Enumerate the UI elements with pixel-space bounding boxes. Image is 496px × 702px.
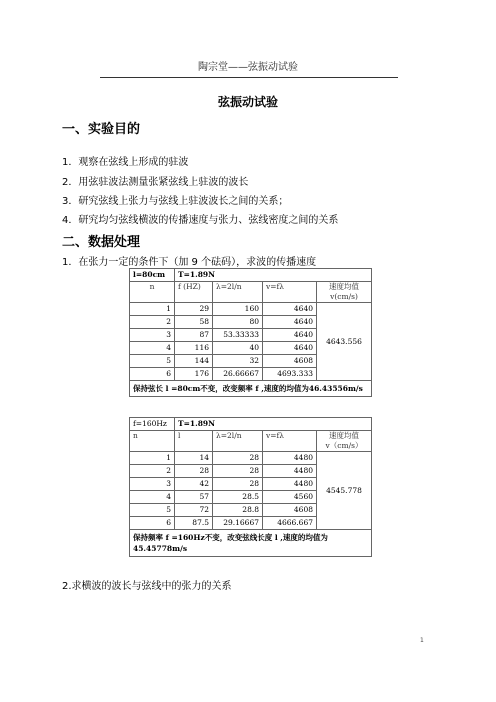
cell: 6 [130, 517, 175, 530]
column-header: n [130, 431, 175, 452]
cell: 28 [213, 478, 263, 491]
column-header: l [175, 431, 213, 452]
cell: 144 [175, 355, 213, 368]
cell: 80 [213, 316, 263, 329]
cell: 72 [175, 504, 213, 517]
table-row [130, 452, 372, 465]
cell: 4640 [263, 316, 317, 329]
table-note: 保持弦长 l =80cm不变，改变频率 f ,速度的均值为46.43556m/s [130, 381, 372, 397]
cell: 3 [130, 478, 175, 491]
cell: 4480 [263, 465, 317, 478]
cell: 42 [175, 478, 213, 491]
cell: 2 [130, 465, 175, 478]
condition-tension: T=1.89N [175, 418, 372, 431]
cell: 57 [175, 491, 213, 504]
data-item-intro: 1．在张力一定的条件下（加 9 个砝码），求波的传播速度 [62, 257, 317, 268]
column-header: f (HZ) [175, 282, 213, 303]
section-heading-purpose: 一、实验目的 [62, 122, 141, 137]
column-header: v=fλ [263, 431, 317, 452]
cell: 4608 [263, 355, 317, 368]
column-header: n [130, 282, 175, 303]
cell: 4608 [263, 504, 317, 517]
column-header-mean [317, 431, 372, 452]
cell: 4693.333 [263, 368, 317, 381]
table-row [130, 303, 372, 316]
cell: 4560 [263, 491, 317, 504]
cell: 58 [175, 316, 213, 329]
condition-tension: T=1.89N [175, 269, 372, 282]
cell: 28.5 [213, 491, 263, 504]
column-header-mean [317, 282, 372, 303]
cell: 4480 [263, 452, 317, 465]
condition-length: l=80cm [130, 269, 175, 282]
condition-frequency: f=160Hz [130, 418, 175, 431]
cell: 28 [175, 465, 213, 478]
cell: 176 [175, 368, 213, 381]
mean-value: 4545.778 [317, 452, 372, 530]
cell: 28 [213, 465, 263, 478]
cell: 32 [213, 355, 263, 368]
cell: 1 [130, 452, 175, 465]
mean-value: 4643.556 [317, 303, 372, 381]
purpose-item: 3．研究弦线上张力与弦线上驻波波长之间的关系； [62, 196, 289, 207]
cell: 26.66667 [213, 368, 263, 381]
cell: 29.16667 [213, 517, 263, 530]
cell: 2 [130, 316, 175, 329]
table-note: 保持频率 f =160Hz不变，改变弦线长度 l ,速度的均值为45.45778m/s [130, 530, 372, 557]
cell: 14 [175, 452, 213, 465]
cell: 87 [175, 329, 213, 342]
cell: 160 [213, 303, 263, 316]
purpose-item: 1．观察在弦线上形成的驻波 [62, 157, 189, 168]
column-header: λ=2l/n [213, 431, 263, 452]
column-header: λ=2l/n [213, 282, 263, 303]
cell: 3 [130, 329, 175, 342]
section-heading-data: 二、数据处理 [62, 235, 141, 250]
cell: 4666.667 [263, 517, 317, 530]
cell: 28 [213, 452, 263, 465]
mean-unit: v（cm/s） [325, 441, 363, 450]
cell: 4 [130, 491, 175, 504]
cell: 4640 [263, 342, 317, 355]
cell: 29 [175, 303, 213, 316]
document-title: 弦振动试验 [217, 95, 278, 109]
cell: 6 [130, 368, 175, 381]
data-item-2: 2.求横波的波长与弦线中的张力的关系 [62, 581, 232, 592]
cell: 5 [130, 504, 175, 517]
mean-unit: v(cm/s) [330, 292, 358, 301]
cell: 5 [130, 355, 175, 368]
cell: 4640 [263, 303, 317, 316]
data-table-length [129, 417, 372, 557]
purpose-item: 2．用弦驻波法测量张紧弦线上驻波的波长 [62, 177, 249, 188]
cell: 4640 [263, 329, 317, 342]
cell: 1 [130, 303, 175, 316]
cell: 116 [175, 342, 213, 355]
mean-label: 速度均值 [329, 431, 359, 440]
cell: 4480 [263, 478, 317, 491]
cell: 40 [213, 342, 263, 355]
cell: 87.5 [175, 517, 213, 530]
page-header: 陶宗堂——弦振动试验 [198, 62, 298, 73]
mean-label: 速度均值 [329, 282, 359, 291]
data-table-frequency [129, 268, 372, 397]
header-rule [100, 77, 398, 78]
page-number: 1 [420, 637, 424, 644]
cell: 28.8 [213, 504, 263, 517]
cell: 4 [130, 342, 175, 355]
column-header: v=fλ [263, 282, 317, 303]
cell: 53.33333 [213, 329, 263, 342]
purpose-item: 4．研究均匀弦线横波的传播速度与张力、弦线密度之间的关系 [62, 215, 339, 226]
